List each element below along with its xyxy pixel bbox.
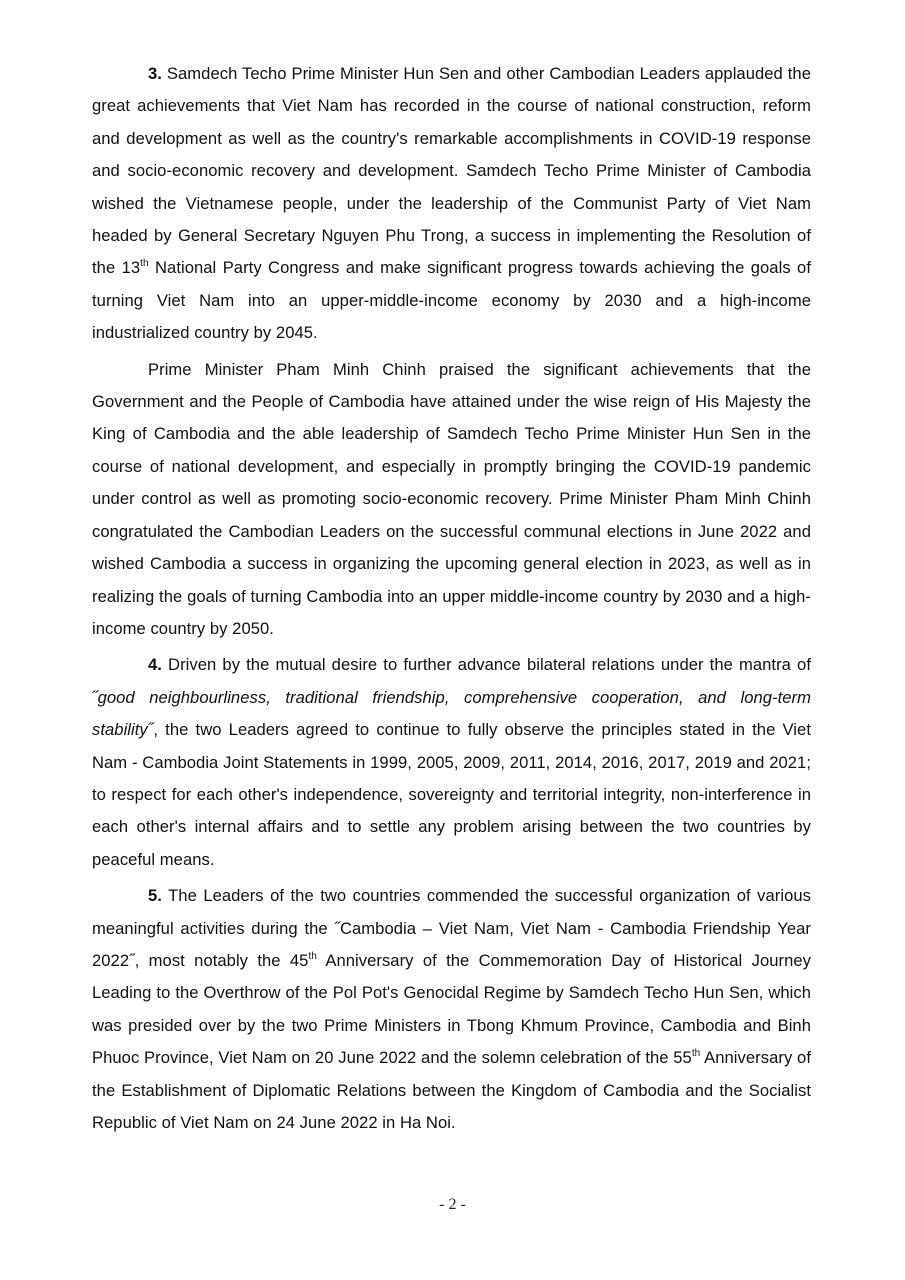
paragraph-text: National Party Congress and make significant progress towards achieving the goals of turning Viet Nam into an upper-middle-income economy by 2030 and a high-income industrialized country by 2045.	[92, 258, 811, 343]
paragraph-text: Driven by the mutual desire to further advance bilateral relations under the mantra of	[161, 655, 811, 675]
paragraph-3b	[92, 354, 811, 646]
paragraph-number: 3.	[148, 64, 162, 83]
paragraph-text: Anniversary of the Establishment of Diplomatic Relations between the Kingdom of Cambodia and the Socialist Republic of Viet Nam on 24 June 2022 in Ha Noi.	[92, 1048, 811, 1132]
paragraph-text: , the two Leaders agreed to continue to fully observe the principles stated in the Viet Nam - Cambodia Joint Statements in 1999, 2005, 2009, 2011, 2014, 2016, 2017, 2019 and 2021; to respect for each otherʹs independence, sovereignty and territorial integrity, non-interference in each otherʹs internal affairs and to settle any problem arising between the two countries by peaceful means.	[92, 720, 811, 869]
paragraph-text: The Leaders of the two countries commended the successful organization of various meaningful activities during the ˝Cambodia – Viet Nam, Viet Nam - Cambodia Friendship Year 2022˝, most notably the 45	[92, 886, 811, 970]
paragraph-3	[92, 58, 811, 350]
paragraph-5	[92, 880, 811, 1139]
superscript: th	[308, 950, 317, 962]
superscript: th	[691, 1048, 701, 1060]
superscript: th	[140, 258, 149, 270]
paragraph-text: Anniversary of the Commemoration Day of Historical Journey Leading to the Overthrow of the Pol Potʹs Genocidal Regime by Samdech Techo Hun Sen, which was presided over by the two Prime Ministers in Tbong Khmum Province, Cambodia and Binh Phuoc Province, Viet Nam on 20 June 2022 and the solemn celebration of the 55	[92, 950, 811, 1068]
paragraph-number: 4.	[148, 655, 162, 675]
paragraph-text: Samdech Techo Prime Minister Hun Sen and other Cambodian Leaders applauded the great achievements that Viet Nam has recorded in the course of national construction, reform and development as well as the country's remarkable accomplishments in COVID-19 response and socio-economic recovery and development. Samdech Techo Prime Minister of Cambodia wished the Vietnamese people, under the leadership of the Communist Party of Viet Nam headed by General Secretary Nguyen Phu Trong, a success in implementing the Resolution of the 13	[92, 64, 811, 278]
paragraph-number: 5.	[148, 886, 162, 906]
document-body	[92, 58, 811, 1143]
page-number: - 2 -	[439, 1196, 466, 1213]
mantra-quote: ˝good neighbourliness, traditional friendship, comprehensive cooperation, and long-term stability˝	[92, 687, 811, 740]
paragraph-text: Prime Minister Pham Minh Chinh praised the significant achievements that the Government and the People of Cambodia have attained under the wise reign of His Majesty the King of Cambodia and the able leadership of Samdech Techo Prime Minister Hun Sen in the course of national development, and especially in promptly bringing the COVID-19 pandemic under control as well as promoting socio-economic recovery. Prime Minister Pham Minh Chinh congratulated the Cambodian Leaders on the successful communal elections in June 2022 and wished Cambodia a success in organizing the upcoming general election in 2023, as well as in realizing the goals of turning Cambodia into an upper middle-income country by 2030 and a high-income country by 2050.	[92, 359, 811, 638]
paragraph-4	[92, 649, 811, 876]
